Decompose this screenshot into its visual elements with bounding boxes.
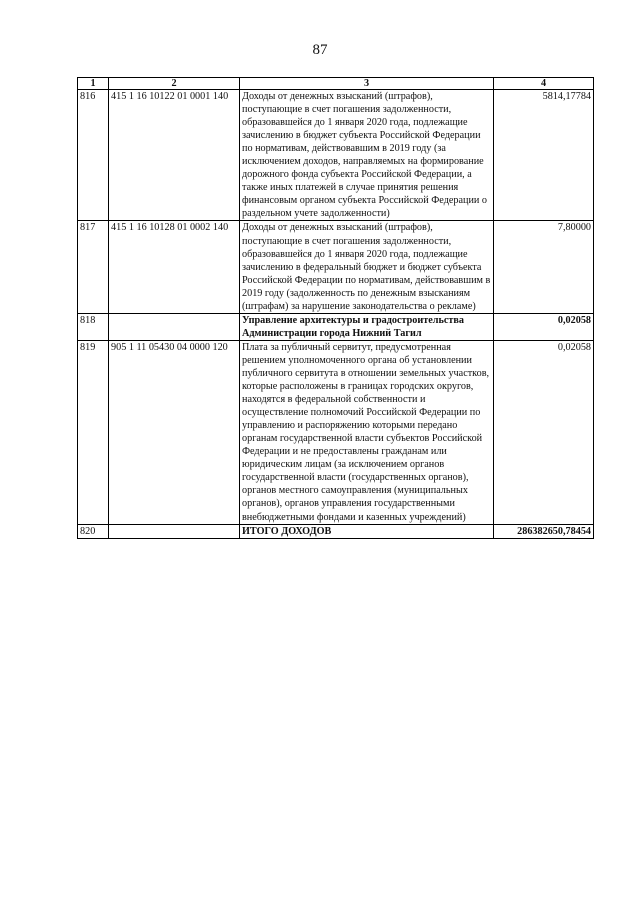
column-header-1: 1 — [78, 78, 109, 90]
row-number: 820 — [78, 524, 109, 538]
amount: 0,02058 — [494, 313, 594, 340]
amount: 7,80000 — [494, 221, 594, 313]
row-number: 819 — [78, 340, 109, 524]
table-body — [78, 90, 594, 539]
row-number: 816 — [78, 90, 109, 221]
table-header-row — [78, 78, 594, 90]
revenue-table — [77, 77, 594, 539]
table-row — [78, 90, 594, 221]
revenue-name: Доходы от денежных взысканий (штрафов), поступающие в счет погашения задолженности, образовавшейся до 1 января 2020 года, подлежащие зачислению в бюджет субъекта Российской Федерации по нормативам, действовавшим в 2019 году (за исключением доходов, направляемых на формирование дорожного фонда субъекта Российской Федерации, а также иных платежей в случае принятия решения финансовым органом субъекта Российской Федерации о раздельном учете задолженности) — [240, 90, 494, 221]
table-row — [78, 313, 594, 340]
column-header-3: 3 — [240, 78, 494, 90]
table-row — [78, 221, 594, 313]
row-number: 818 — [78, 313, 109, 340]
column-header-4: 4 — [494, 78, 594, 90]
revenue-name: Плата за публичный сервитут, предусмотренная решением уполномоченного органа об установлении публичного сервитута в отношении земельных участков, которые расположены в границах городских округов, находятся в федеральной собственности и осуществление полномочий Российской Федерации по управлению и распоряжению которыми передано органам государственной власти субъектов Российской Федерации и не предоставлены гражданам или юридическим лицам (за исключением органов государственной власти (государственных органов), органов местного самоуправления (муниципальных органов), органов управления государственными внебюджетными фондами и казенных учреждений) — [240, 340, 494, 524]
revenue-name: Управление архитектуры и градостроительства Администрации города Нижний Тагил — [240, 313, 494, 340]
revenue-name: ИТОГО ДОХОДОВ — [240, 524, 494, 538]
table-row — [78, 340, 594, 524]
budget-code: 415 1 16 10122 01 0001 140 — [109, 90, 240, 221]
amount: 5814,17784 — [494, 90, 594, 221]
budget-code: 415 1 16 10128 01 0002 140 — [109, 221, 240, 313]
amount: 286382650,78454 — [494, 524, 594, 538]
budget-code — [109, 524, 240, 538]
revenue-name: Доходы от денежных взысканий (штрафов), поступающие в счет погашения задолженности, образовавшейся до 1 января 2020 года, подлежащие зачислению в федеральный бюджет и бюджет субъекта Российской Федерации по нормативам, действовавшим в 2019 году (задолженность по денежным взысканиям (штрафам) за нарушение законодательства о рекламе) — [240, 221, 494, 313]
column-header-2: 2 — [109, 78, 240, 90]
row-number: 817 — [78, 221, 109, 313]
amount: 0,02058 — [494, 340, 594, 524]
budget-code — [109, 313, 240, 340]
budget-code: 905 1 11 05430 04 0000 120 — [109, 340, 240, 524]
page-number: 87 — [312, 42, 328, 58]
table-row-total — [78, 524, 594, 538]
